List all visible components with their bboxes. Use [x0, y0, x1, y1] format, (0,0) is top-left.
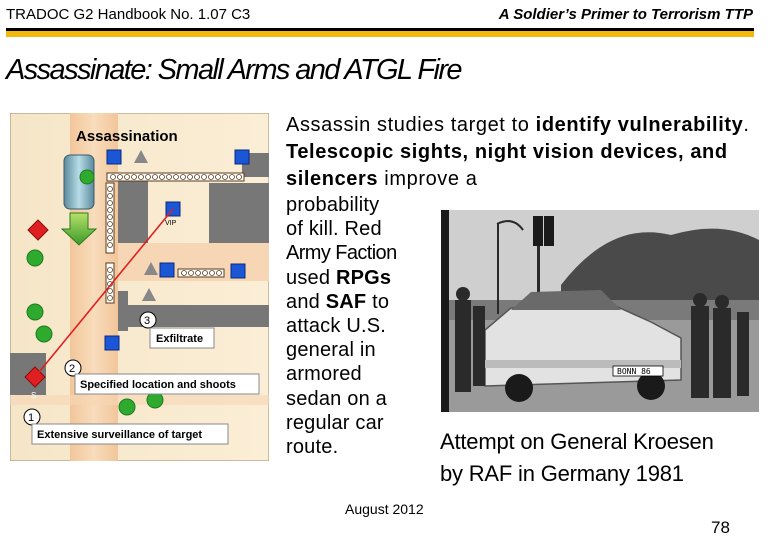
header-rule-gold	[6, 31, 754, 37]
step-1-label: Extensive surveillance of target	[37, 429, 203, 441]
traffic-light	[533, 216, 543, 246]
body-line: armored	[286, 363, 362, 386]
step-2-label: Specified location and shoots	[80, 379, 236, 391]
body-emphasis: Telescopic sights, night vision devices, and silencers	[286, 141, 728, 190]
slide-title: Assassinate: Small Arms and ATGL Fire	[6, 54, 461, 86]
building-block	[118, 173, 148, 243]
body-line: attack U.S.	[286, 315, 387, 338]
sniper-label: S	[31, 391, 37, 400]
attack-photo	[441, 210, 759, 412]
step-3-number: 3	[144, 315, 151, 327]
body-line: sedan on a	[286, 387, 387, 410]
header-document-id: TRADOC G2 Handbook No. 1.07 C3	[6, 6, 251, 23]
body-line	[286, 266, 436, 290]
traffic-light	[544, 216, 554, 246]
body-text-intro	[286, 112, 756, 193]
street-lamp	[497, 224, 499, 314]
diagram-title: Assassination	[76, 128, 178, 145]
footer-date: August 2012	[345, 501, 424, 517]
page-number: 78	[711, 518, 730, 537]
body-text: .	[743, 114, 750, 136]
step-3-label: Exfiltrate	[156, 333, 204, 345]
body-line: probability	[286, 194, 380, 216]
sedan-wheel	[505, 374, 533, 402]
license-plate-text: BONN 86	[617, 367, 651, 376]
lower-road	[10, 395, 269, 405]
step-2-number: 2	[69, 363, 76, 375]
photo-caption	[440, 426, 714, 490]
diagram-background	[10, 113, 269, 461]
body-line: of kill. Red	[286, 218, 382, 241]
body-emphasis: RPGs	[335, 266, 392, 289]
body-line	[286, 290, 436, 314]
body-text: and	[286, 290, 326, 313]
building-block	[118, 291, 128, 331]
photo-caption-line: Attempt on General Kroesen	[440, 429, 714, 454]
body-emphasis: SAF	[325, 290, 367, 313]
body-text: improve a	[378, 168, 478, 190]
body-emphasis: identify vulnerability	[535, 114, 744, 136]
body-text-column	[286, 193, 436, 459]
vip-label: VIP	[165, 220, 177, 227]
body-text: used	[286, 266, 336, 289]
body-line: route.	[286, 436, 339, 459]
body-line: Army Faction	[286, 242, 397, 265]
assassination-diagram	[10, 113, 269, 461]
fence	[178, 269, 224, 277]
step-1-number: 1	[28, 412, 35, 424]
body-line: general in	[286, 339, 376, 362]
building-block	[209, 183, 269, 253]
body-text: Assassin studies target to	[286, 114, 536, 136]
body-text: to	[366, 290, 390, 313]
body-line: regular car	[286, 411, 384, 434]
photo-border	[441, 210, 449, 412]
photo-caption-line: by RAF in Germany 1981	[440, 461, 684, 486]
header-document-title: A Soldier’s Primer to Terrorism TTP	[498, 6, 753, 23]
